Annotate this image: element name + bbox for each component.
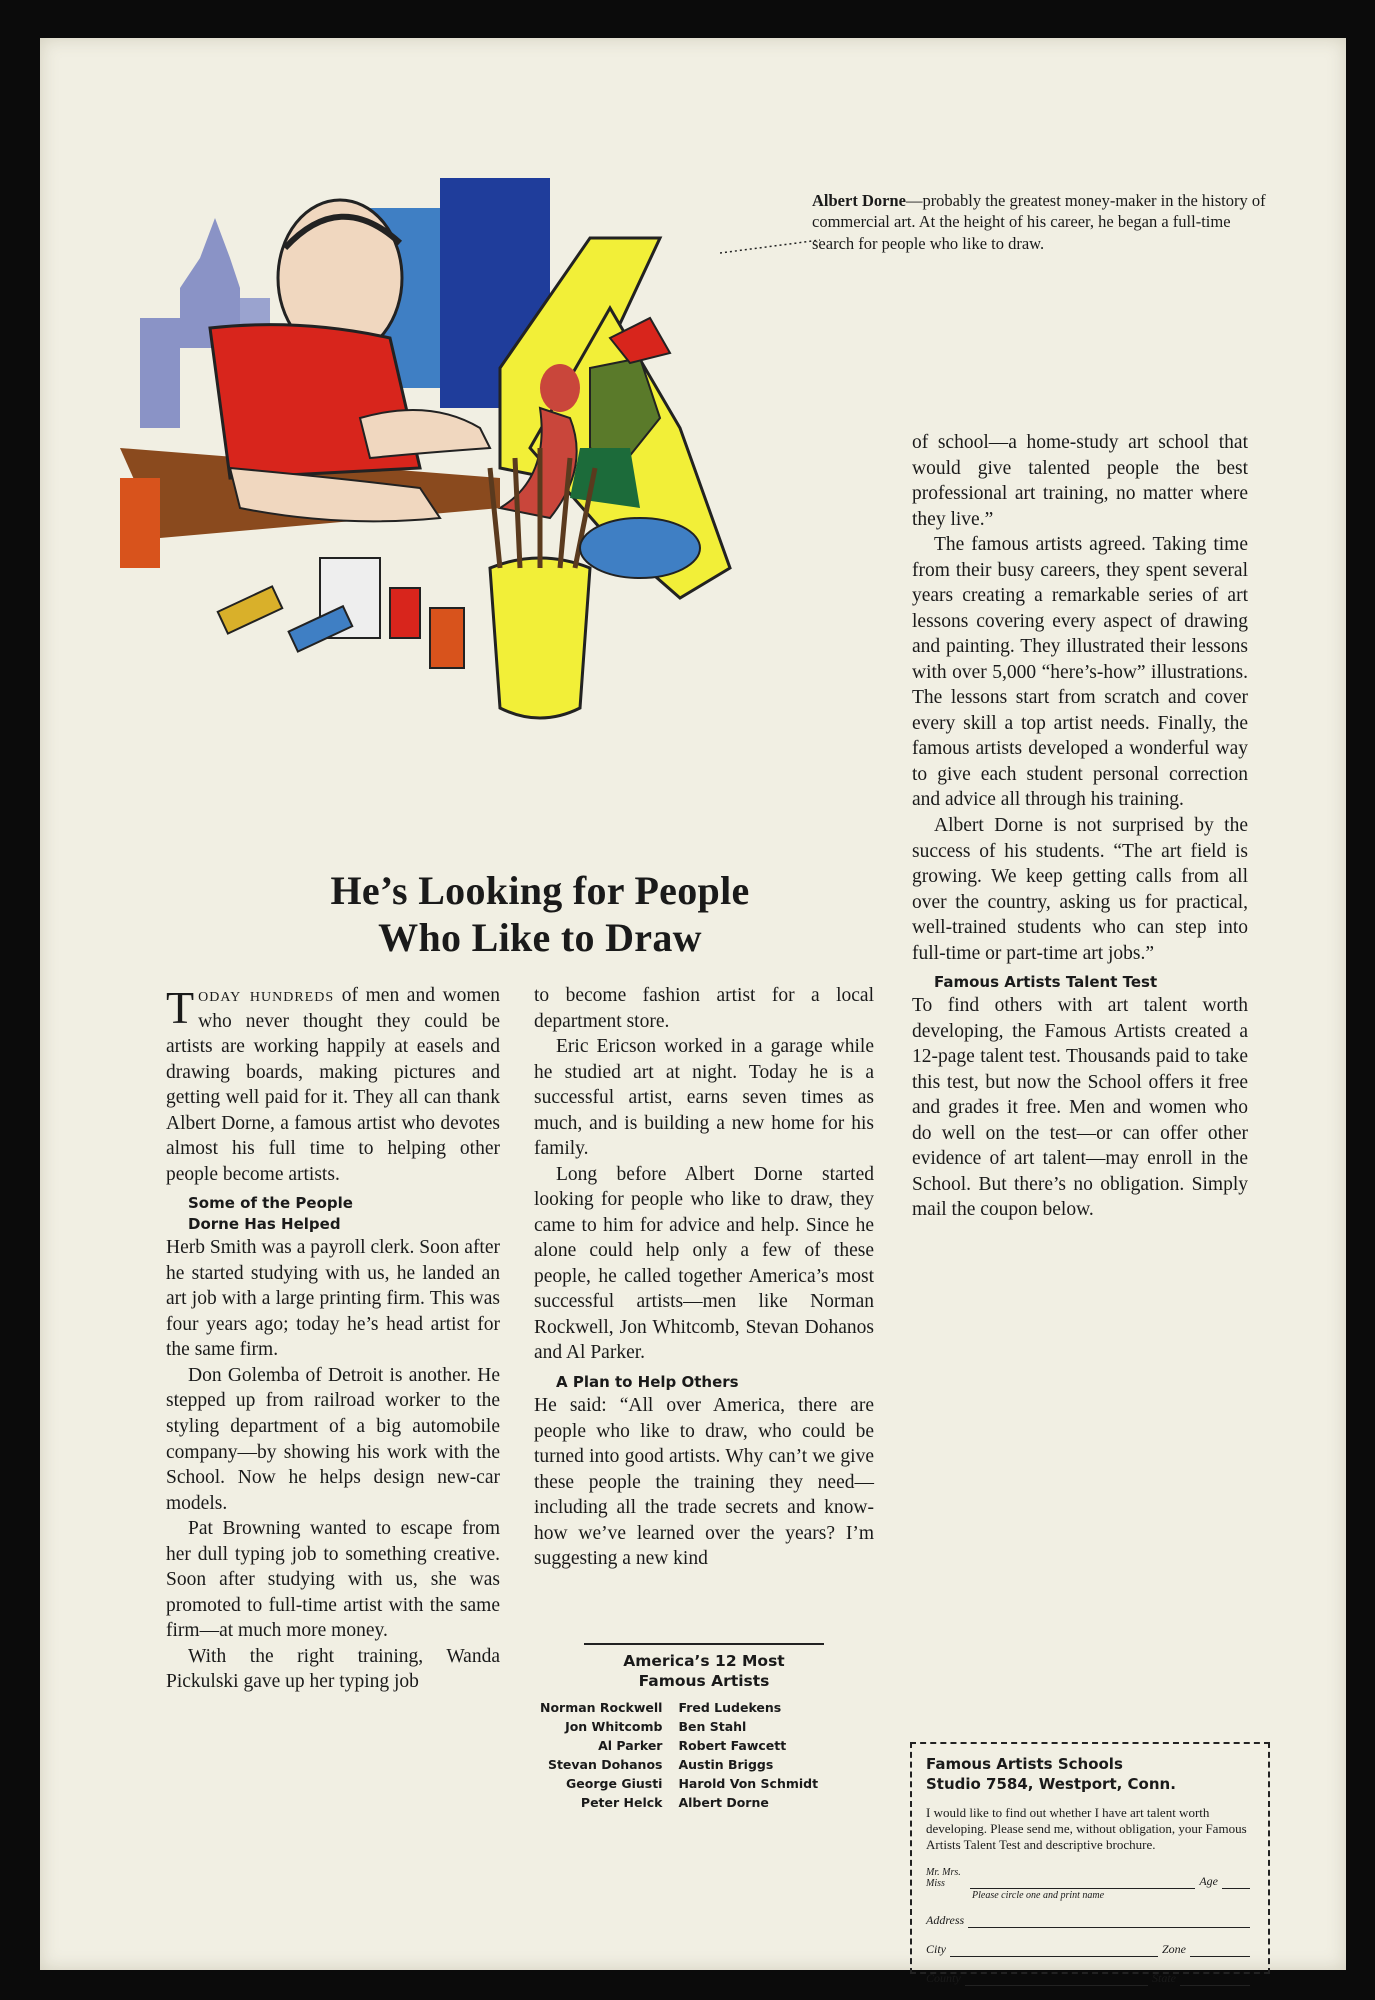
column1-text-1: of men and women who never thought they could be artists are working happily at easels and drawing boards, making pictures and getting well paid for it. They all can thank Albert Dorne, a famous artist who devotes almost his full time to helping other people become artists. xyxy=(166,985,500,1185)
comic-back-cover-page xyxy=(40,38,1346,1986)
column3-paragraph-4: To find others with art talent worth developing, the Famous Artists created a 12-page talent test. Thousands paid to take this test, but now the School offers it free and grades it free. Men and women who do well on the test—or can offer other evidence of art talent—may enroll in the School. But there’s no obligation. Simply mail the coupon below. xyxy=(912,995,1248,1221)
subhead-some-people: Some of the People xyxy=(188,1194,353,1213)
column2-paragraph-3: Long before Albert Dorne started looking for people who like to draw, they came to him for advice and help. Since he alone could help only a few of these people, he called together America’s most successful artists—men like Norman Rockwell, Jon Whitcomb, Stevan Dohanos and Al Parker. xyxy=(534,1163,874,1364)
body-column-1 xyxy=(166,983,500,1695)
caption-leader-line xyxy=(720,228,830,258)
age-label: Age xyxy=(1199,1874,1218,1889)
coupon-school-name: Famous Artists Schools xyxy=(926,1755,1123,1773)
zone-line[interactable] xyxy=(1190,1944,1250,1957)
county-state-field[interactable] xyxy=(926,1971,1254,1986)
artist-name: Fred Ludekens xyxy=(678,1700,782,1716)
county-line[interactable] xyxy=(965,1973,1148,1986)
subhead-talent-test: Famous Artists Talent Test xyxy=(934,973,1158,992)
artist-name: Harold Von Schmidt xyxy=(678,1775,819,1791)
artist-name: Stevan Dohanos xyxy=(547,1756,663,1772)
zone-label: Zone xyxy=(1162,1942,1186,1957)
column3-paragraph-3: Albert Dorne is not surprised by the success of his students. “The art field is growing. We keep getting calls from all over the country, asking us for practical, well-trained students who can step into full-time or part-time art jobs.” xyxy=(912,814,1248,964)
state-line[interactable] xyxy=(1180,1973,1250,1986)
caption-text: —probably the greatest money-maker in the history of commercial art. At the height of his career, he began a full-time search for people who like to draw. xyxy=(812,191,1266,253)
lead-smallcaps: oday hundreds xyxy=(198,985,335,1006)
address-line[interactable] xyxy=(968,1915,1250,1928)
artists-rule xyxy=(584,1643,824,1645)
column1-paragraph-1 xyxy=(166,983,500,1187)
artists-title xyxy=(534,1651,874,1691)
artist-row xyxy=(532,1718,826,1737)
name-line[interactable] xyxy=(970,1876,1195,1902)
artist-name: Jon Whitcomb xyxy=(565,1719,663,1735)
artist-name: Ben Stahl xyxy=(678,1719,747,1735)
artist-row xyxy=(532,1756,826,1775)
city-zone-field[interactable] xyxy=(926,1942,1254,1957)
headline-line-1: He’s Looking for People xyxy=(330,868,750,913)
city-line[interactable] xyxy=(950,1944,1158,1957)
address-label: Address xyxy=(926,1913,965,1928)
caption-name: Albert Dorne xyxy=(812,191,906,210)
artist-row xyxy=(532,1699,826,1718)
salutation-label: Mr. Mrs. Miss xyxy=(926,1867,961,1890)
column1-paragraph-5: With the right training, Wanda Pickulski gave up her typing job xyxy=(166,1645,500,1693)
column3-paragraph-2: The famous artists agreed. Taking time from their busy careers, they spent several years creating a remarkable series of art lessons covering every aspect of drawing and painting. They illustrated their lessons with over 5,000 “here’s-how” illustrations. The lessons start from scratch and cover every skill a top artist needs. Finally, the famous artists developed a wonderful way to give each student personal correction and advice all through his training. xyxy=(912,534,1248,811)
artist-name: Norman Rockwell xyxy=(540,1700,663,1716)
artists-table xyxy=(532,1699,826,1812)
column1-paragraph-2: Herb Smith was a payroll clerk. Soon after he started studying with us, he landed an art job with a large printing firm. This was four years ago; today he’s head artist for the same firm. xyxy=(166,1237,500,1361)
headline-line-2: Who Like to Draw xyxy=(378,914,702,960)
artist-name: Peter Helck xyxy=(580,1794,663,1810)
coupon-address: Studio 7584, Westport, Conn. xyxy=(926,1775,1176,1794)
salutation-note: Please circle one and print name xyxy=(972,1890,1105,1902)
artist-name: Austin Briggs xyxy=(678,1756,774,1772)
address-field[interactable] xyxy=(926,1913,1254,1928)
drop-cap: T xyxy=(166,982,195,1033)
headline xyxy=(180,868,900,962)
column2-paragraph-4: He said: “All over America, there are people who like to draw, who could be turned into good artists. Why can’t we give these people the training they need—including all the trade secrets and know-how we’ve learned over the years? I’m suggesting a new kind xyxy=(534,1394,874,1570)
coupon-body: I would like to find out whether I have art talent worth developing. Please send me, without obligation, your Famous Artists Talent Test and descriptive brochure. xyxy=(926,1804,1247,1852)
artist-name: George Giusti xyxy=(566,1775,663,1791)
county-label: County xyxy=(926,1971,961,1986)
column2-paragraph-1: to become fashion artist for a local department store. xyxy=(534,985,874,1032)
column2-paragraph-2: Eric Ericson worked in a garage while he studied art at night. Today he is a successful artist, earns seven times as much, and is building a new home for his family. xyxy=(534,1036,874,1160)
age-line[interactable] xyxy=(1222,1876,1250,1889)
city-label: City xyxy=(926,1942,946,1957)
artists-title-line-1: America’s 12 Most xyxy=(623,1652,785,1670)
famous-artists-list xyxy=(534,1643,874,1813)
body-column-2 xyxy=(534,983,874,1572)
subhead-dorne-helped: Dorne Has Helped xyxy=(188,1215,341,1234)
mail-coupon[interactable] xyxy=(910,1742,1270,1986)
name-field[interactable] xyxy=(926,1867,1254,1902)
artist-name: Albert Dorne xyxy=(678,1794,769,1810)
artist-row xyxy=(532,1775,826,1794)
column3-paragraph-1: of school—a home-study art school that would give talented people the best professional art training, no matter where they live.” xyxy=(912,432,1248,530)
coupon-header xyxy=(926,1754,1254,1795)
subhead-plan: A Plan to Help Others xyxy=(556,1372,739,1391)
column1-paragraph-4: Pat Browning wanted to escape from her dull typing job to something creative. Soon after studying with us, she was promoted to full-time artist with the same firm—at much more money. xyxy=(166,1518,500,1642)
artists-title-line-2: Famous Artists xyxy=(638,1672,770,1691)
artist-row xyxy=(532,1737,826,1756)
body-column-3 xyxy=(912,430,1248,1223)
illustration-caption xyxy=(812,190,1272,254)
column1-paragraph-3: Don Golemba of Detroit is another. He stepped up from railroad worker to the styling department of a big automobile company—by showing his work with the School. Now he helps design new-car models. xyxy=(166,1364,500,1514)
artist-row xyxy=(532,1794,826,1813)
artist-name: Al Parker xyxy=(598,1738,663,1754)
state-label: State xyxy=(1152,1971,1176,1986)
artist-name: Robert Fawcett xyxy=(678,1738,787,1754)
